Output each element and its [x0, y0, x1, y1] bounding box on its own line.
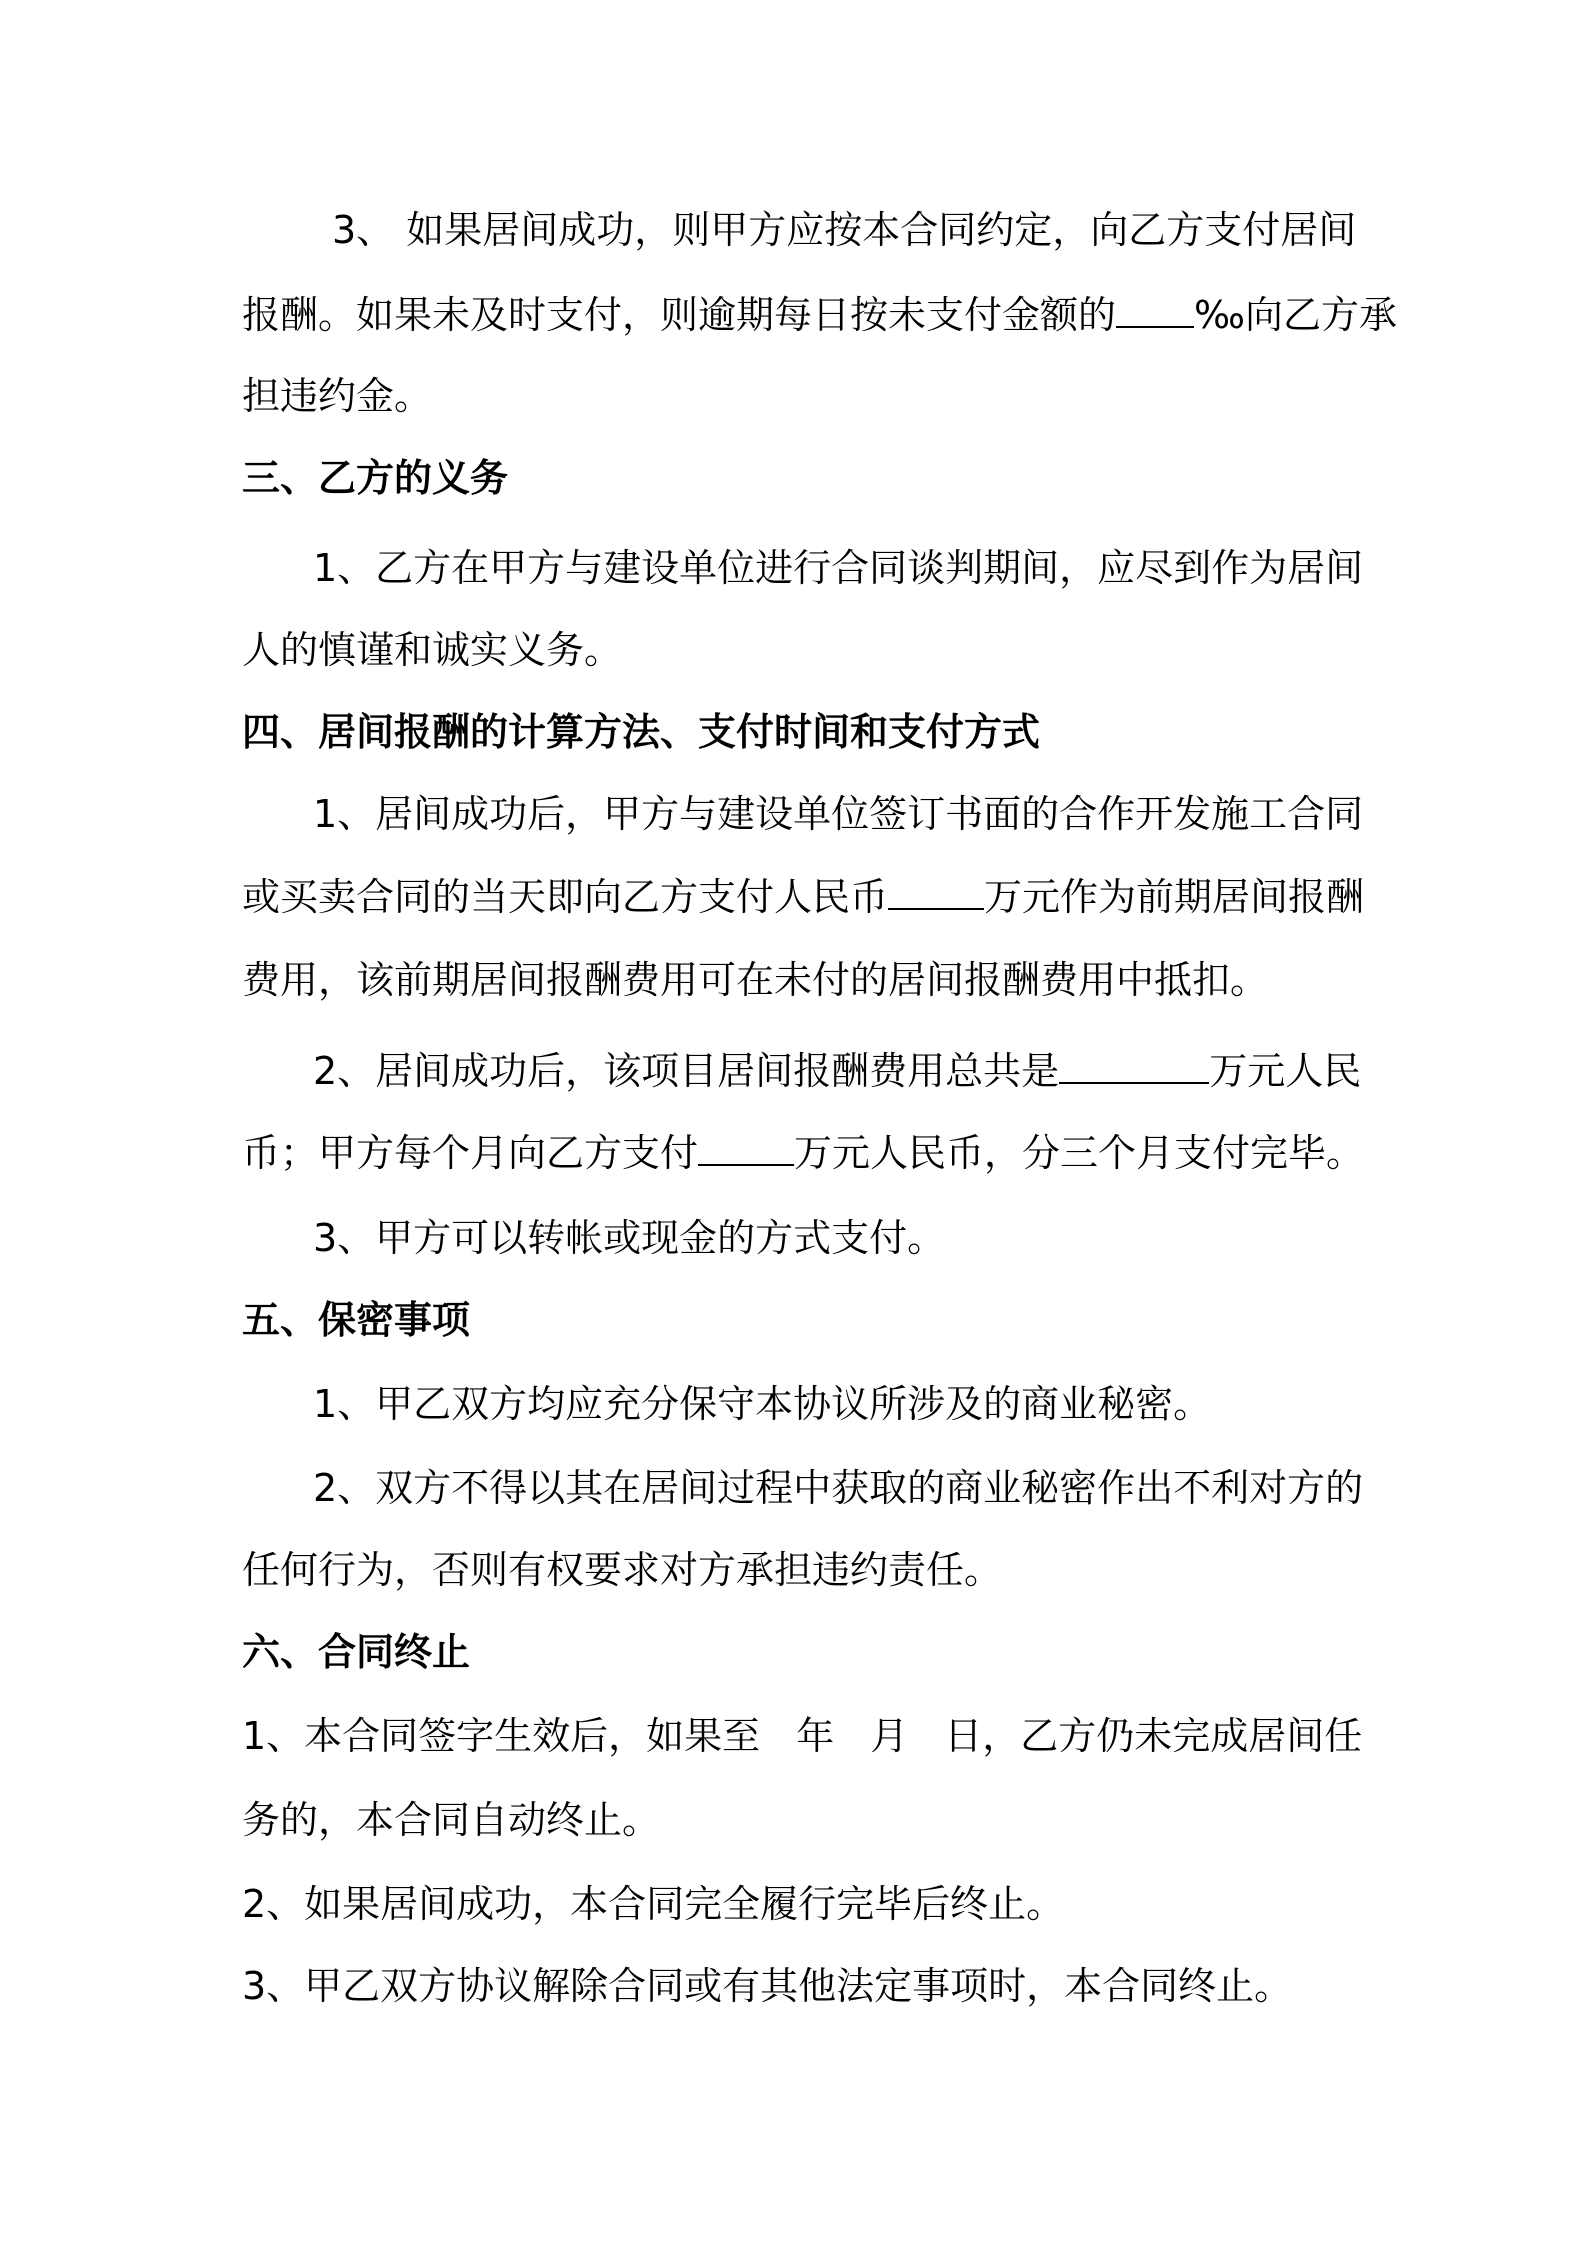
penalty-rate-blank: [1116, 292, 1194, 328]
section4-heading: 四、居间报酬的计算方法、支付时间和支付方式: [242, 710, 1041, 754]
clause3-line1: 3、 如果居间成功，则甲方应按本合同约定，向乙方支付居间: [332, 208, 1357, 252]
section6-para3: 3、甲乙双方协议解除合同或有其他法定事项时，本合同终止。: [242, 1964, 1293, 2008]
section5-para2-line1: 2、双方不得以其在居间过程中获取的商业秘密作出不利对方的: [313, 1466, 1364, 1510]
total-fee-blank: [1059, 1048, 1209, 1084]
clause3-line2: [242, 292, 1398, 337]
section6-para1-line1: [242, 1714, 1363, 1758]
section5-para2-line2: 任何行为，否则有权要求对方承担违约责任。: [242, 1548, 1003, 1592]
section6-para1-text: 1、本合同签字生效后，如果至: [242, 1714, 761, 1758]
section4-para2-line1-tail: 万元人民: [1209, 1049, 1362, 1093]
section4-para2-line2-text: 币；甲方每个月向乙方支付: [242, 1131, 699, 1175]
advance-fee-blank: [888, 874, 984, 910]
section5-para1: 1、甲乙双方均应充分保守本协议所涉及的商业秘密。: [313, 1382, 1212, 1426]
monthly-fee-blank: [698, 1130, 794, 1166]
year-label: 年: [796, 1714, 835, 1758]
section4-para1-line2-tail: 万元作为前期居间报酬: [984, 875, 1365, 919]
section4-para1-line2-text: 或买卖合同的当天即向乙方支付人民币: [242, 875, 889, 919]
section3-para1-line1: 1、乙方在甲方与建设单位进行合同谈判期间，应尽到作为居间: [313, 546, 1364, 590]
clause3-line2-tail: ‰向乙方承: [1194, 293, 1398, 337]
month-label: 月: [870, 1714, 909, 1758]
section6-para1-tail: 日，乙方仍未完成居间任: [944, 1714, 1363, 1758]
section6-para1-line2: 务的，本合同自动终止。: [242, 1798, 661, 1842]
section4-para1-line2: [242, 874, 1365, 919]
section4-para2-line1: [313, 1048, 1423, 1093]
section3-para1-line2: 人的慎谨和诚实义务。: [242, 628, 623, 672]
section4-para2-line2: [242, 1130, 1365, 1175]
section6-para2: 2、如果居间成功，本合同完全履行完毕后终止。: [242, 1882, 1065, 1926]
section3-heading: 三、乙方的义务: [242, 456, 509, 500]
section5-heading: 五、保密事项: [242, 1298, 471, 1342]
section4-para2-line1-text: 2、居间成功后，该项目居间报酬费用总共是: [313, 1049, 1060, 1093]
clause3-line2-text: 报酬。如果未及时支付，则逾期每日按未支付金额的: [242, 293, 1117, 337]
section6-heading: 六、合同终止: [242, 1630, 471, 1674]
section4-para2-line2-tail: 万元人民币，分三个月支付完毕。: [794, 1131, 1365, 1175]
section4-para3: 3、甲方可以转帐或现金的方式支付。: [313, 1216, 946, 1260]
clause3-line3: 担违约金。: [242, 374, 433, 418]
section4-para1-line3: 费用，该前期居间报酬费用可在未付的居间报酬费用中抵扣。: [242, 958, 1269, 1002]
section4-para1-line1: 1、居间成功后，甲方与建设单位签订书面的合作开发施工合同: [313, 792, 1364, 836]
